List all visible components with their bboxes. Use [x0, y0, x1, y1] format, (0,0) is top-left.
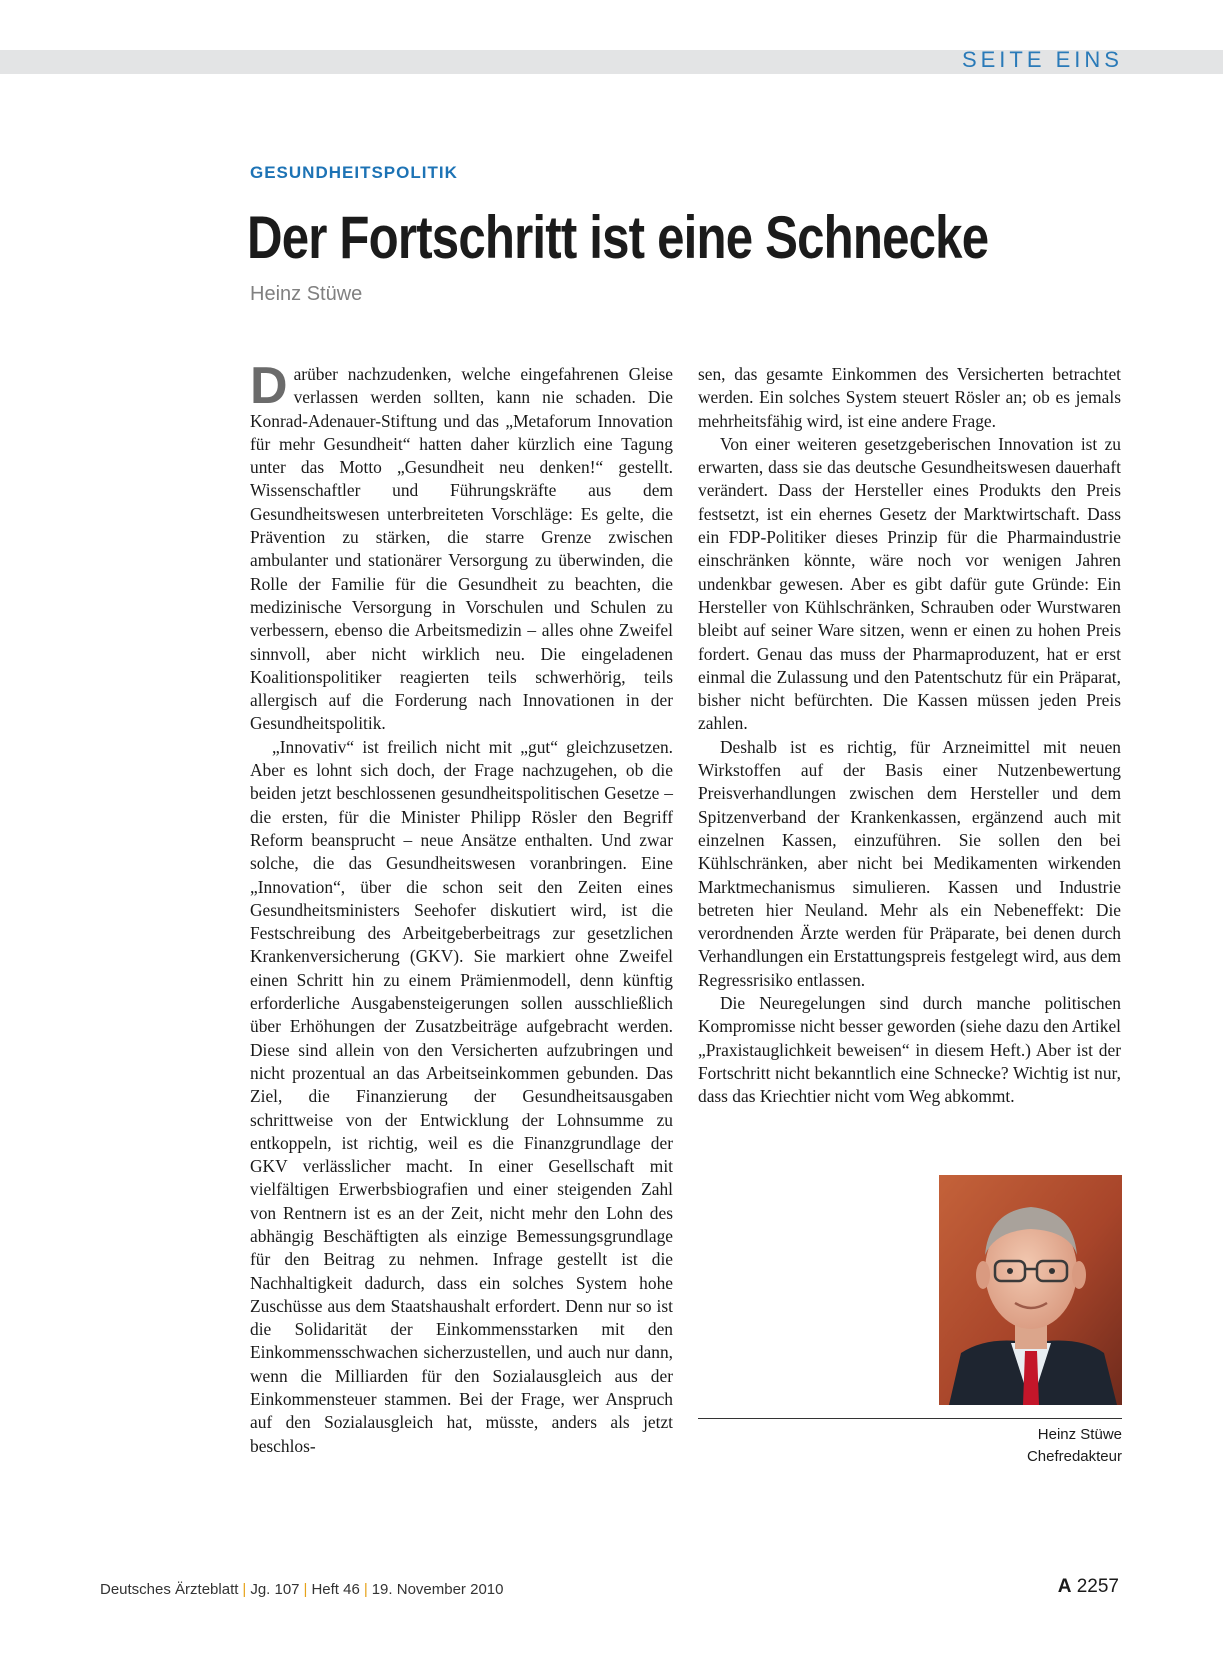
footer-separator: |	[242, 1581, 247, 1598]
footer-separator: |	[303, 1581, 308, 1598]
article-kicker: GESUNDHEITSPOLITIK	[250, 163, 458, 182]
portrait-illustration	[939, 1175, 1122, 1405]
article-headline: Der Fortschritt ist eine Schnecke	[247, 204, 989, 271]
paragraph-4: Deshalb ist es richtig, für Arzneimittel mit neuen Wirkstoffen auf der Basis einer Nutzenbewertung Preisverhandlungen zwischen dem Hersteller und dem Spitzenverband der Krankenkassen, ergänzend auch mit einzelnen Kassen, einzuführen. Sie sollen den bei Kühlschränken, aber nicht bei Medikamenten wirkenden Marktmechanismus simulieren. Kassen und Industrie betreten hier Neuland. Mehr als ein Nebeneffekt: Die verordnenden Ärzte werden für Präparate, bei denen durch Verhandlungen ein Erstattungspreis festgelegt wird, aus dem Regressrisiko entlassen.	[698, 736, 1121, 990]
paragraph-3: Von einer weiteren gesetzgeberischen Innovation ist zu erwarten, dass sie das deutsche Gesundheitswesen dauerhaft verändert. Dass der Hersteller eines Produkts den Preis festsetzt, ist ein ehernes Gesetz der Marktwirtschaft. Dass ein FDP-Politiker dieses Prinzip für die Pharmaindustrie einschränken könnte, wäre noch vor wenigen Jahren undenkbar gewesen. Aber es gibt dafür gute Gründe: Ein Hersteller von Kühlschränken, Schrauben oder Wurstwaren bleibt auf seiner Ware sitzen, wenn er einen zu hohen Preis fordert. Genau das muss der Pharmaproduzent, hat er erst einmal die Zulassung und den Patentschutz für ein Präparat, bisher nicht befürchten. Die Kassen müssen jeden Preis zahlen.	[698, 433, 1121, 734]
paragraph-1	[250, 357, 673, 736]
caption-role: Chefredakteur	[1026, 1448, 1122, 1465]
photo-caption	[1027, 1424, 1122, 1468]
paragraph-1-text: arüber nachzudenken, welche eingefahrenen Gleise verlassen werden sollten, kann nie schaden. Die Konrad-Adenauer-Stiftung und das „Metaforum Innovation für mehr Gesundheit“ hatten daher kürzlich eine Tagung unter das Motto „Gesundheit neu denken!“ gestellt. Wissenschaftler und Führungskräfte aus dem Gesundheitswesen unterbreiteten Vorschläge: Es gelte, die Prävention zu stärken, die starre Grenze zwischen ambulanter und stationärer Versorgung zu überwinden, die Rolle der Familie für die Gesundheit zu beachten, die medizinische Versorgung in Vorschulen und Schulen zu verbessern, ebenso die Arbeitsmedizin – alles ohne Zweifel sinnvoll, aber nicht wirklich neu. Die eingeladenen Koalitionspolitiker reagierten teils schwerhörig, teils allergisch auf die Forderung nach Innovationen in der Gesundheitspolitik.	[250, 364, 673, 734]
footer-separator: |	[363, 1581, 368, 1598]
page-prefix: A	[1057, 1576, 1072, 1597]
paragraph-2: „Innovativ“ ist freilich nicht mit „gut“ gleichzusetzen. Aber es lohnt sich doch, der Frage nachzugehen, ob die beiden jetzt beschlossenen gesundheitspolitischen Gesetze – die ersten, für die Minister Philipp Rösler den Begriff Reform beansprucht – neue Ansätze enthalten. Und zwar solche, die das Gesundheitswesen voranbringen. Eine „Innovation“, über die schon seit den Zeiten eines Gesundheitsministers Seehofer diskutiert wird, ist die Festschreibung des Arbeitgeberbeitrags zur gesetzlichen Krankenversicherung (GKV). Sie markiert ohne Zweifel einen Schritt hin zu einem Prämienmodell, denn künftig erforderliche Ausgabensteigerungen sollen ausschließlich über Erhöhungen der Zusatzbeiträge aufgebracht werden. Diese sind allein von den Versicherten aufzubringen und nicht prozentual an das Arbeitseinkommen gebunden. Das Ziel, die Finanzierung der Gesundheitsausgaben schrittweise von der Entwicklung der Lohnsumme zu entkoppeln, ist richtig, weil es die Finanzgrundlage der GKV verlässlicher macht. In einer Gesellschaft mit vielfältigen Erwerbsbiografien und einer steigenden Zahl von Rentnern ist es an der Zeit, nicht mehr den Lohn des abhängig Beschäftigten als einzige Bemessungsgrundlage für den Beitrag zu nehmen. Infrage gestellt ist die Nachhaltigkeit dadurch, dass ein solches System hohe Zuschüsse aus dem Staatshaushalt erfordert. Denn nur so ist die Solidarität der Einkommensstarken mit den Einkommensschwachen sicherzustellen, und auch nur dann, wenn die Milliarden für den Sozialausgleich aus der Einkommensteuer stammen. Bei der Frage, wer Anspruch auf den Sozialausgleich hat, müsste, anders als jetzt beschlos-	[250, 736, 673, 1456]
article-author: Heinz Stüwe	[250, 283, 363, 305]
paragraph-5: Die Neuregelungen sind durch manche politischen Kompromisse nicht besser geworden (siehe dazu den Artikel „Praxistauglichkeit beweisen“ in diesem Heft.) Aber ist der Fortschritt nicht bekanntlich eine Schnecke? Wichtig ist nur, dass das Kriechtier nicht vom Weg abkommt.	[698, 993, 1121, 1107]
footer-journal: Deutsches Ärzteblatt	[100, 1581, 239, 1598]
footer-volume: Jg. 107	[250, 1581, 300, 1598]
caption-rule	[698, 1418, 1122, 1419]
footer-issue: Heft 46	[311, 1581, 360, 1598]
column-left	[250, 357, 673, 1458]
drop-cap: D	[250, 357, 288, 415]
caption-name: Heinz Stüwe	[1037, 1426, 1122, 1443]
page-number	[1058, 1576, 1119, 1598]
footer-date: 19. November 2010	[371, 1581, 504, 1598]
section-label: SEITE EINS	[961, 47, 1123, 72]
author-portrait-photo	[939, 1175, 1122, 1405]
footer-citation	[100, 1581, 503, 1598]
column-right	[698, 363, 1121, 1109]
page-number-value: 2257	[1076, 1576, 1119, 1597]
paragraph-2-continued: sen, das gesamte Einkommen des Versicherten betrachtet werden. Ein solches System steuert Rösler an; ob es jemals mehrheitsfähig wird, ist eine andere Frage.	[698, 364, 1121, 431]
